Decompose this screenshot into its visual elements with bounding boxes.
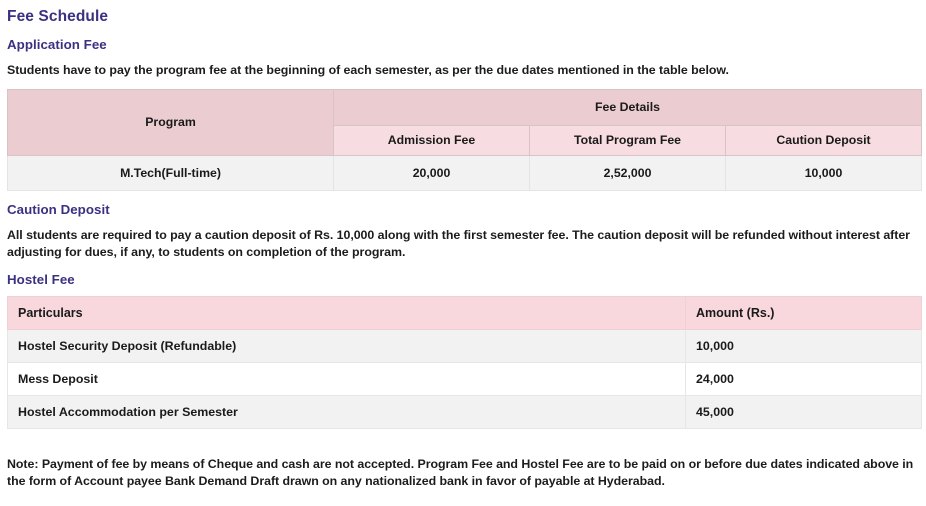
fee-table-header-caution-deposit: Caution Deposit: [726, 125, 922, 155]
fee-table-header-program: Program: [8, 89, 334, 155]
hostel-cell-amount-1: 10,000: [686, 330, 922, 363]
application-fee-intro-text: Students have to pay the program fee at the beginning of each semester, as per the due dates mentioned in the table below.: [7, 62, 729, 77]
hostel-cell-amount-2: 24,000: [686, 363, 922, 396]
table-row: [8, 363, 922, 396]
fee-table-header-total-program-fee: Total Program Fee: [530, 125, 726, 155]
table-row: [8, 396, 922, 429]
caution-deposit-text: All students are required to pay a caution deposit of Rs. 10,000 along with the first semester fee. The caution deposit will be refunded without interest after adjusting for dues, if any, to students on completion of the program.: [7, 228, 910, 260]
footer-note-text: Payment of fee by means of Cheque and cash are not accepted. Program Fee and Hostel Fee are to be paid on or before due dates indicated above in the form of Account payee Bank Demand Draft drawn on any nationalized bank in favor of payable at Hyderabad.: [7, 456, 914, 488]
hostel-table-header-amount: Amount (Rs.): [686, 297, 922, 330]
section-heading-application-fee: Application Fee: [7, 36, 107, 52]
hostel-table-wrapper: [6, 286, 920, 429]
fee-table-header-row-1: [8, 89, 922, 125]
fee-table-cell-caution-deposit: 10,000: [726, 155, 922, 190]
footer-note: [6, 442, 920, 490]
table-row: [8, 155, 922, 190]
fee-table: [7, 89, 922, 191]
hostel-cell-amount-3: 45,000: [686, 396, 922, 429]
footer-note-label: Note:: [7, 456, 39, 471]
hostel-cell-particulars-2: Mess Deposit: [8, 363, 686, 396]
table-row: [8, 330, 922, 363]
hostel-cell-particulars-1: Hostel Security Deposit (Refundable): [8, 330, 686, 363]
hostel-cell-particulars-3: Hostel Accommodation per Semester: [8, 396, 686, 429]
fee-table-cell-total-program-fee: 2,52,000: [530, 155, 726, 190]
fee-table-header-fee-details: Fee Details: [334, 89, 922, 125]
section-heading-caution-deposit: Caution Deposit: [7, 201, 110, 217]
section-heading-hostel-fee: Hostel Fee: [7, 272, 75, 288]
hostel-table-header-particulars: Particulars: [8, 297, 686, 330]
hostel-fee-table: [7, 296, 922, 429]
hostel-table-header-row: [8, 297, 922, 330]
fee-table-cell-program: M.Tech(Full-time): [8, 155, 334, 190]
fee-table-header-admission-fee: Admission Fee: [334, 125, 530, 155]
page-title: Fee Schedule: [7, 8, 109, 25]
fee-table-wrapper: [6, 79, 920, 191]
fee-table-cell-admission-fee: 20,000: [334, 155, 530, 190]
